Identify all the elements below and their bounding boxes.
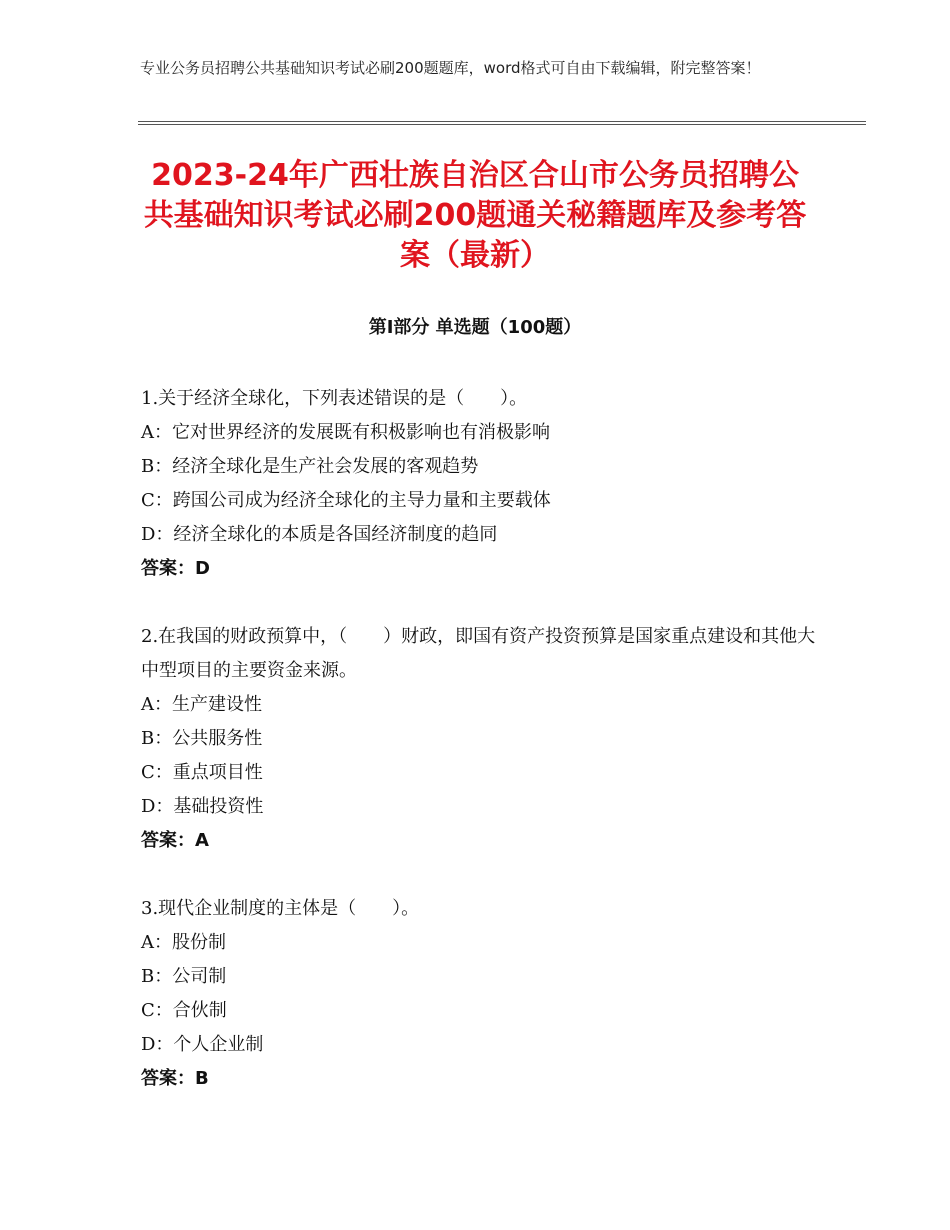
section-heading: 第Ⅰ部分 单选题（100题）: [368, 317, 582, 338]
answer-label: 答案：A: [141, 830, 209, 851]
header-note: 专业公务员招聘公共基础知识考试必刷200题题库，word格式可自由下载编辑，附完整答案！: [140, 59, 761, 77]
option-c: C：重点项目性: [141, 762, 263, 783]
question-stem: 3.现代企业制度的主体是（ ）。: [141, 898, 420, 919]
option-b: B：公司制: [141, 966, 227, 987]
answer-label: 答案：D: [141, 558, 210, 579]
option-d: D：个人企业制: [141, 1034, 264, 1055]
question-2: [141, 620, 821, 858]
question-stem: 2.在我国的财政预算中，（ ）财政，即国有资产投资预算是国家重点建设和其他大中型项目的主要资金来源。: [141, 626, 816, 681]
header-divider: [138, 121, 866, 125]
option-d: D：基础投资性: [141, 796, 264, 817]
document-title: 2023-24年广西壮族自治区合山市公务员招聘公共基础知识考试必刷200题通关秘籍题库及参考答案（最新）: [143, 158, 807, 273]
option-a: A：股份制: [141, 932, 226, 953]
option-c: C：跨国公司成为经济全球化的主导力量和主要载体: [141, 490, 551, 511]
option-a: A：生产建设性: [141, 694, 262, 715]
question-3: [141, 892, 821, 1096]
question-list: [141, 382, 821, 1130]
question-1: [141, 382, 821, 586]
question-stem: 1.关于经济全球化，下列表述错误的是（ ）。: [141, 388, 528, 409]
option-a: A：它对世界经济的发展既有积极影响也有消极影响: [141, 422, 550, 443]
answer-label: 答案：B: [141, 1068, 209, 1089]
option-d: D：经济全球化的本质是各国经济制度的趋同: [141, 524, 498, 545]
option-c: C：合伙制: [141, 1000, 227, 1021]
option-b: B：公共服务性: [141, 728, 263, 749]
option-b: B：经济全球化是生产社会发展的客观趋势: [141, 456, 479, 477]
